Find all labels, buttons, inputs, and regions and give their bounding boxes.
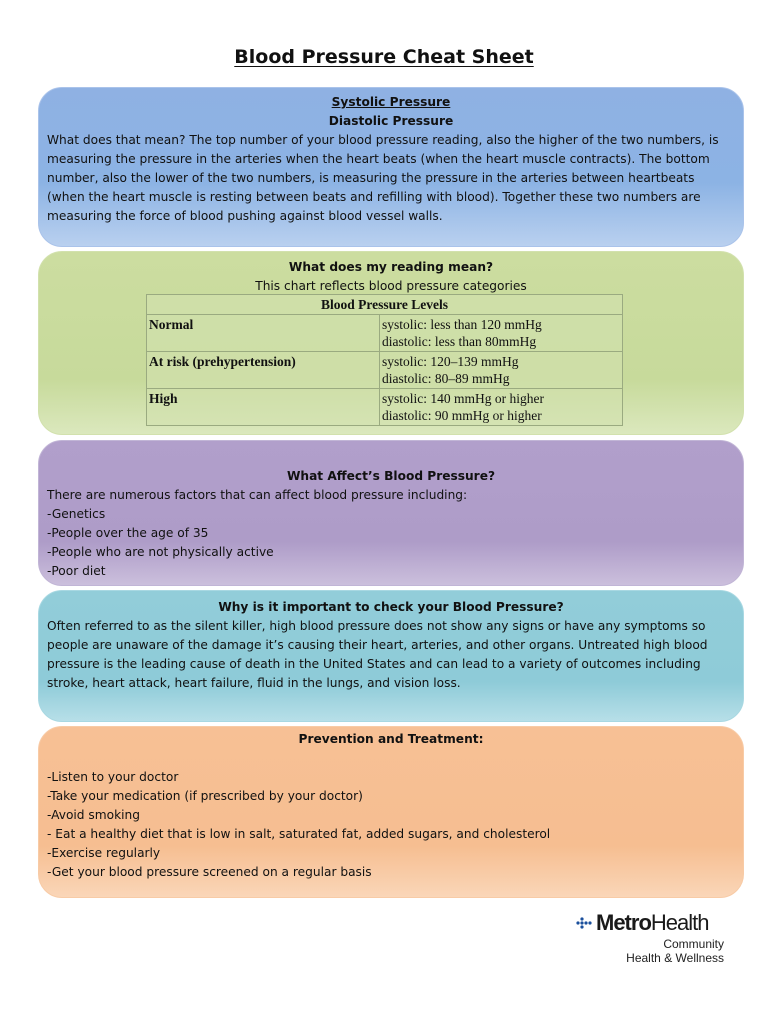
logo-line-wellness: Health & Wellness xyxy=(626,951,724,965)
category-cell: Normal xyxy=(147,315,380,352)
affects-panel xyxy=(38,440,744,586)
list-item: -Listen to your doctor xyxy=(47,770,179,784)
table-row xyxy=(147,315,623,352)
list-item: -Poor diet xyxy=(47,564,106,578)
list-item: -Get your blood pressure screened on a regular basis xyxy=(47,865,372,879)
value-cell xyxy=(380,352,623,389)
list-item: -Exercise regularly xyxy=(47,846,161,860)
diastolic-value: diastolic: 90 mmHg or higher xyxy=(382,408,542,423)
table-row xyxy=(147,389,623,426)
diastolic-value: diastolic: less than 80mmHg xyxy=(382,334,537,349)
category-cell: At risk (prehypertension) xyxy=(147,352,380,389)
category-cell: High xyxy=(147,389,380,426)
diastolic-value: diastolic: 80–89 mmHg xyxy=(382,371,510,386)
systolic-value: systolic: less than 120 mmHg xyxy=(382,317,542,332)
prevention-panel xyxy=(38,726,744,898)
list-item: -Genetics xyxy=(47,507,106,521)
prevention-heading: Prevention and Treatment: xyxy=(298,732,484,746)
list-item: -Take your medication (if prescribed by your doctor) xyxy=(47,789,363,803)
systolic-value: systolic: 120–139 mmHg xyxy=(382,354,519,369)
table-title: Blood Pressure Levels xyxy=(147,295,623,315)
list-item: -People over the age of 35 xyxy=(47,526,209,540)
affects-intro: There are numerous factors that can affect blood pressure including: xyxy=(47,488,468,502)
reading-panel xyxy=(38,251,744,435)
list-item: -People who are not physically active xyxy=(47,545,274,559)
pressure-explanation: What does that mean? The top number of your blood pressure reading, also the higher of the two numbers, is measuring the pressure in the arteries when the heart beats (when the heart muscle contracts). The bottom number, also the lower of the two numbers, is measuring the pressure in the arteries between heartbeats (when the heart muscle is resting between beats and refilling with blood). Together these two numbers are measuring the force of blood pushing against blood vessel walls. xyxy=(47,133,719,223)
logo-brand: MetroHealth xyxy=(596,910,709,935)
importance-heading: Why is it important to check your Blood Pressure? xyxy=(218,600,564,614)
systolic-heading: Systolic Pressure xyxy=(331,95,451,109)
blood-pressure-table xyxy=(146,294,623,426)
logo-line-community: Community xyxy=(663,937,724,951)
diastolic-heading: Diastolic Pressure xyxy=(328,114,454,128)
importance-body: Often referred to as the silent killer, high blood pressure does not show any signs or have any symptoms so people are unaware of the damage it’s causing their heart, arteries, and other organs. Untreated high blood pressure is the leading cause of death in the United States and can lead to a variety of outcomes including stroke, heart attack, heart failure, fluid in the lungs, and vision loss. xyxy=(47,619,708,690)
systolic-value: systolic: 140 mmHg or higher xyxy=(382,391,544,406)
value-cell xyxy=(380,389,623,426)
importance-panel xyxy=(38,590,744,722)
list-item: -Avoid smoking xyxy=(47,808,141,822)
reading-heading: What does my reading mean? xyxy=(288,260,494,274)
list-item: - Eat a healthy diet that is low in salt, saturated fat, added sugars, and cholesterol xyxy=(47,827,551,841)
affects-heading: What Affect’s Blood Pressure? xyxy=(286,469,496,483)
table-row xyxy=(147,352,623,389)
systolic-diastolic-panel xyxy=(38,87,744,247)
value-cell xyxy=(380,315,623,352)
page-title: Blood Pressure Cheat Sheet xyxy=(234,46,534,68)
reading-subheading: This chart reflects blood pressure categories xyxy=(255,279,527,293)
dots-cluster-icon xyxy=(576,916,594,930)
